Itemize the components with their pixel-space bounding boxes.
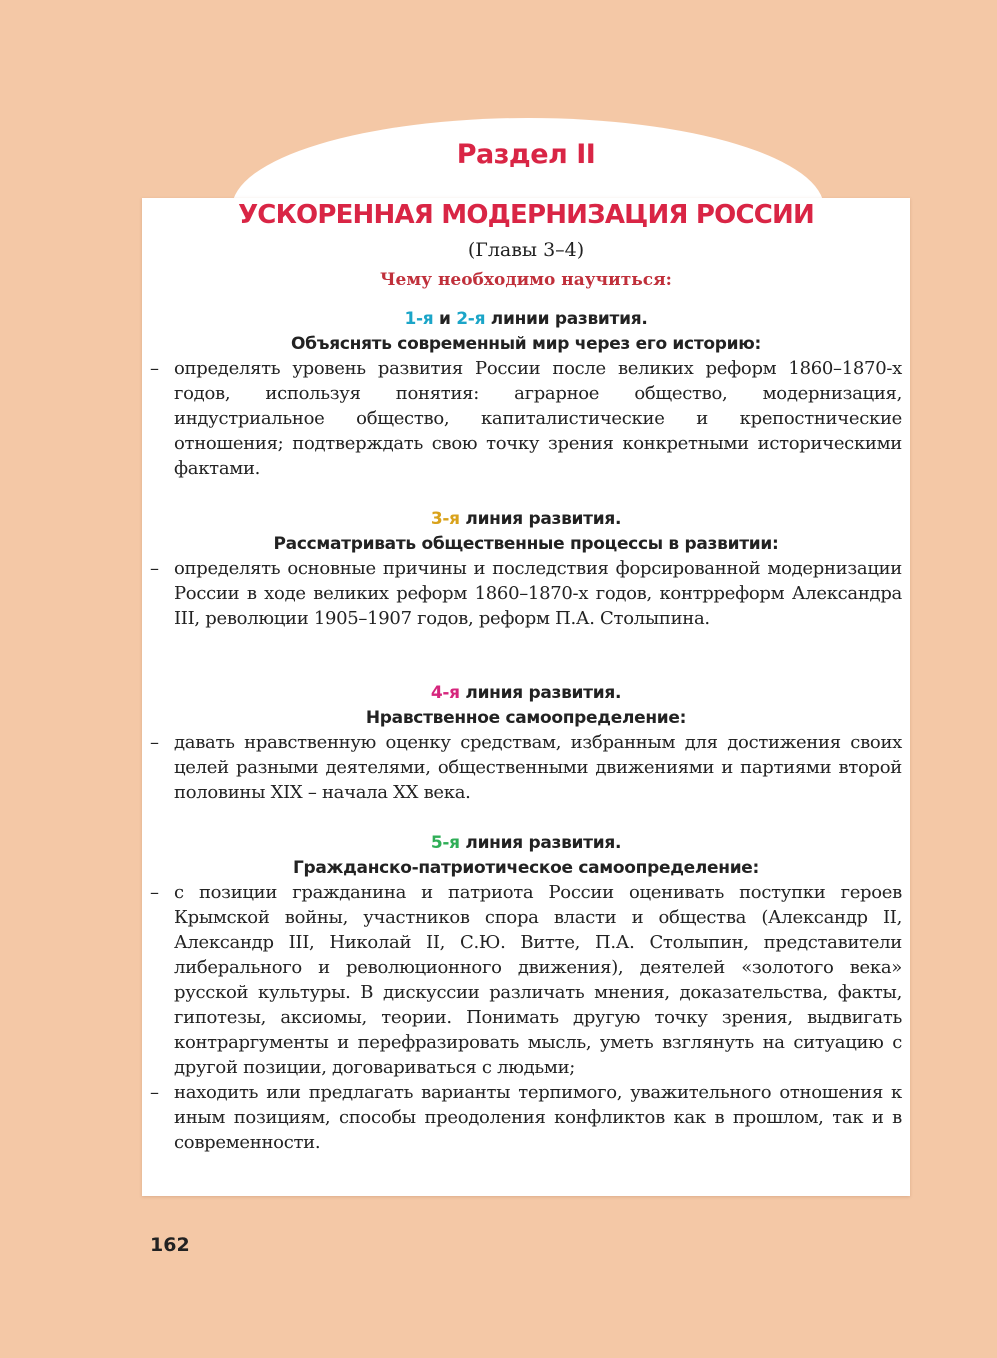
line-number-3: 3-я (430, 509, 460, 529)
learning-goals-heading: Чему необходимо научиться: (380, 270, 672, 290)
goal-heading: Рассматривать общественные процессы в развитии: (273, 534, 779, 554)
list-item (150, 730, 902, 805)
development-line-heading (150, 507, 902, 532)
chapters-range: (Главы 3–4) (467, 239, 585, 261)
line-suffix: линии развития. (485, 309, 648, 329)
development-line-heading (150, 307, 902, 332)
page-number: 162 (150, 1234, 190, 1256)
list-item-text: с позиции гражданина и патриота России оценивать поступки героев Крымской войны, участников спора власти и общества (Александр II, Александр III, Николай II, С.Ю. Витте, П.А. Столыпин, представители либерального и революционного движения), деятелей «золотого века» русской культуры. В дискуссии различать мнения, доказательства, факты, гипотезы, аксиомы, теории. Понимать другую точку зрения, выдвигать контраргументы и перефразировать мысль, уметь взглянуть на ситуацию с другой позиции, договариваться с людьми; (174, 882, 902, 1078)
development-line-block-3 (150, 507, 902, 631)
development-line-heading (150, 681, 902, 706)
list-item-text: определять основные причины и последствия форсированной модернизации России в ходе великих реформ 1860–1870-х годов, контрреформ Александра III, революции 1905–1907 годов, реформ П.А. Столыпина. (174, 558, 902, 629)
dash-marker: – (150, 558, 159, 579)
list-item-text: определять уровень развития России после великих реформ 1860–1870-х годов, используя понятия: аграрное общество, модернизация, индустриальное общество, капиталистические и крепостнические отношения; подтверждать свою точку зрения конкретными историческими фактами. (174, 358, 902, 479)
section-title: УСКОРЕННАЯ МОДЕРНИЗАЦИЯ РОССИИ (238, 200, 814, 230)
list-item (150, 356, 902, 481)
goal-heading: Нравственное самоопределение: (365, 708, 687, 728)
development-line-block-5 (150, 831, 902, 1155)
dash-marker: – (150, 732, 159, 753)
conjunction: и (433, 309, 457, 329)
line-number-2: 2-я (456, 309, 486, 329)
line-number-4: 4-я (430, 683, 460, 703)
goal-heading: Гражданско-патриотическое самоопределение: (292, 858, 760, 878)
line-suffix: линия развития. (459, 509, 622, 529)
goal-heading: Объяснять современный мир через его историю: (291, 334, 761, 354)
list-item (150, 556, 902, 631)
development-line-heading (150, 831, 902, 856)
line-suffix: линия развития. (459, 683, 622, 703)
section-label: Раздел II (456, 139, 596, 170)
list-item-text: находить или предлагать варианты терпимого, уважительного отношения к иным позициям, способы преодоления конфликтов как в прошлом, так и в современности. (174, 1082, 902, 1153)
dash-marker: – (150, 882, 159, 903)
line-suffix: линия развития. (459, 833, 622, 853)
development-line-block-4 (150, 681, 902, 805)
development-line-block-1-2 (150, 307, 902, 481)
line-number-1: 1-я (404, 309, 434, 329)
list-item (150, 1080, 902, 1155)
list-item (150, 880, 902, 1080)
dash-marker: – (150, 358, 159, 379)
line-number-5: 5-я (430, 833, 460, 853)
list-item-text: давать нравственную оценку средствам, избранным для достижения своих целей разными деятелями, общественными движениями и партиями второй половины XIX – начала XX века. (174, 732, 902, 803)
dash-marker: – (150, 1082, 159, 1103)
